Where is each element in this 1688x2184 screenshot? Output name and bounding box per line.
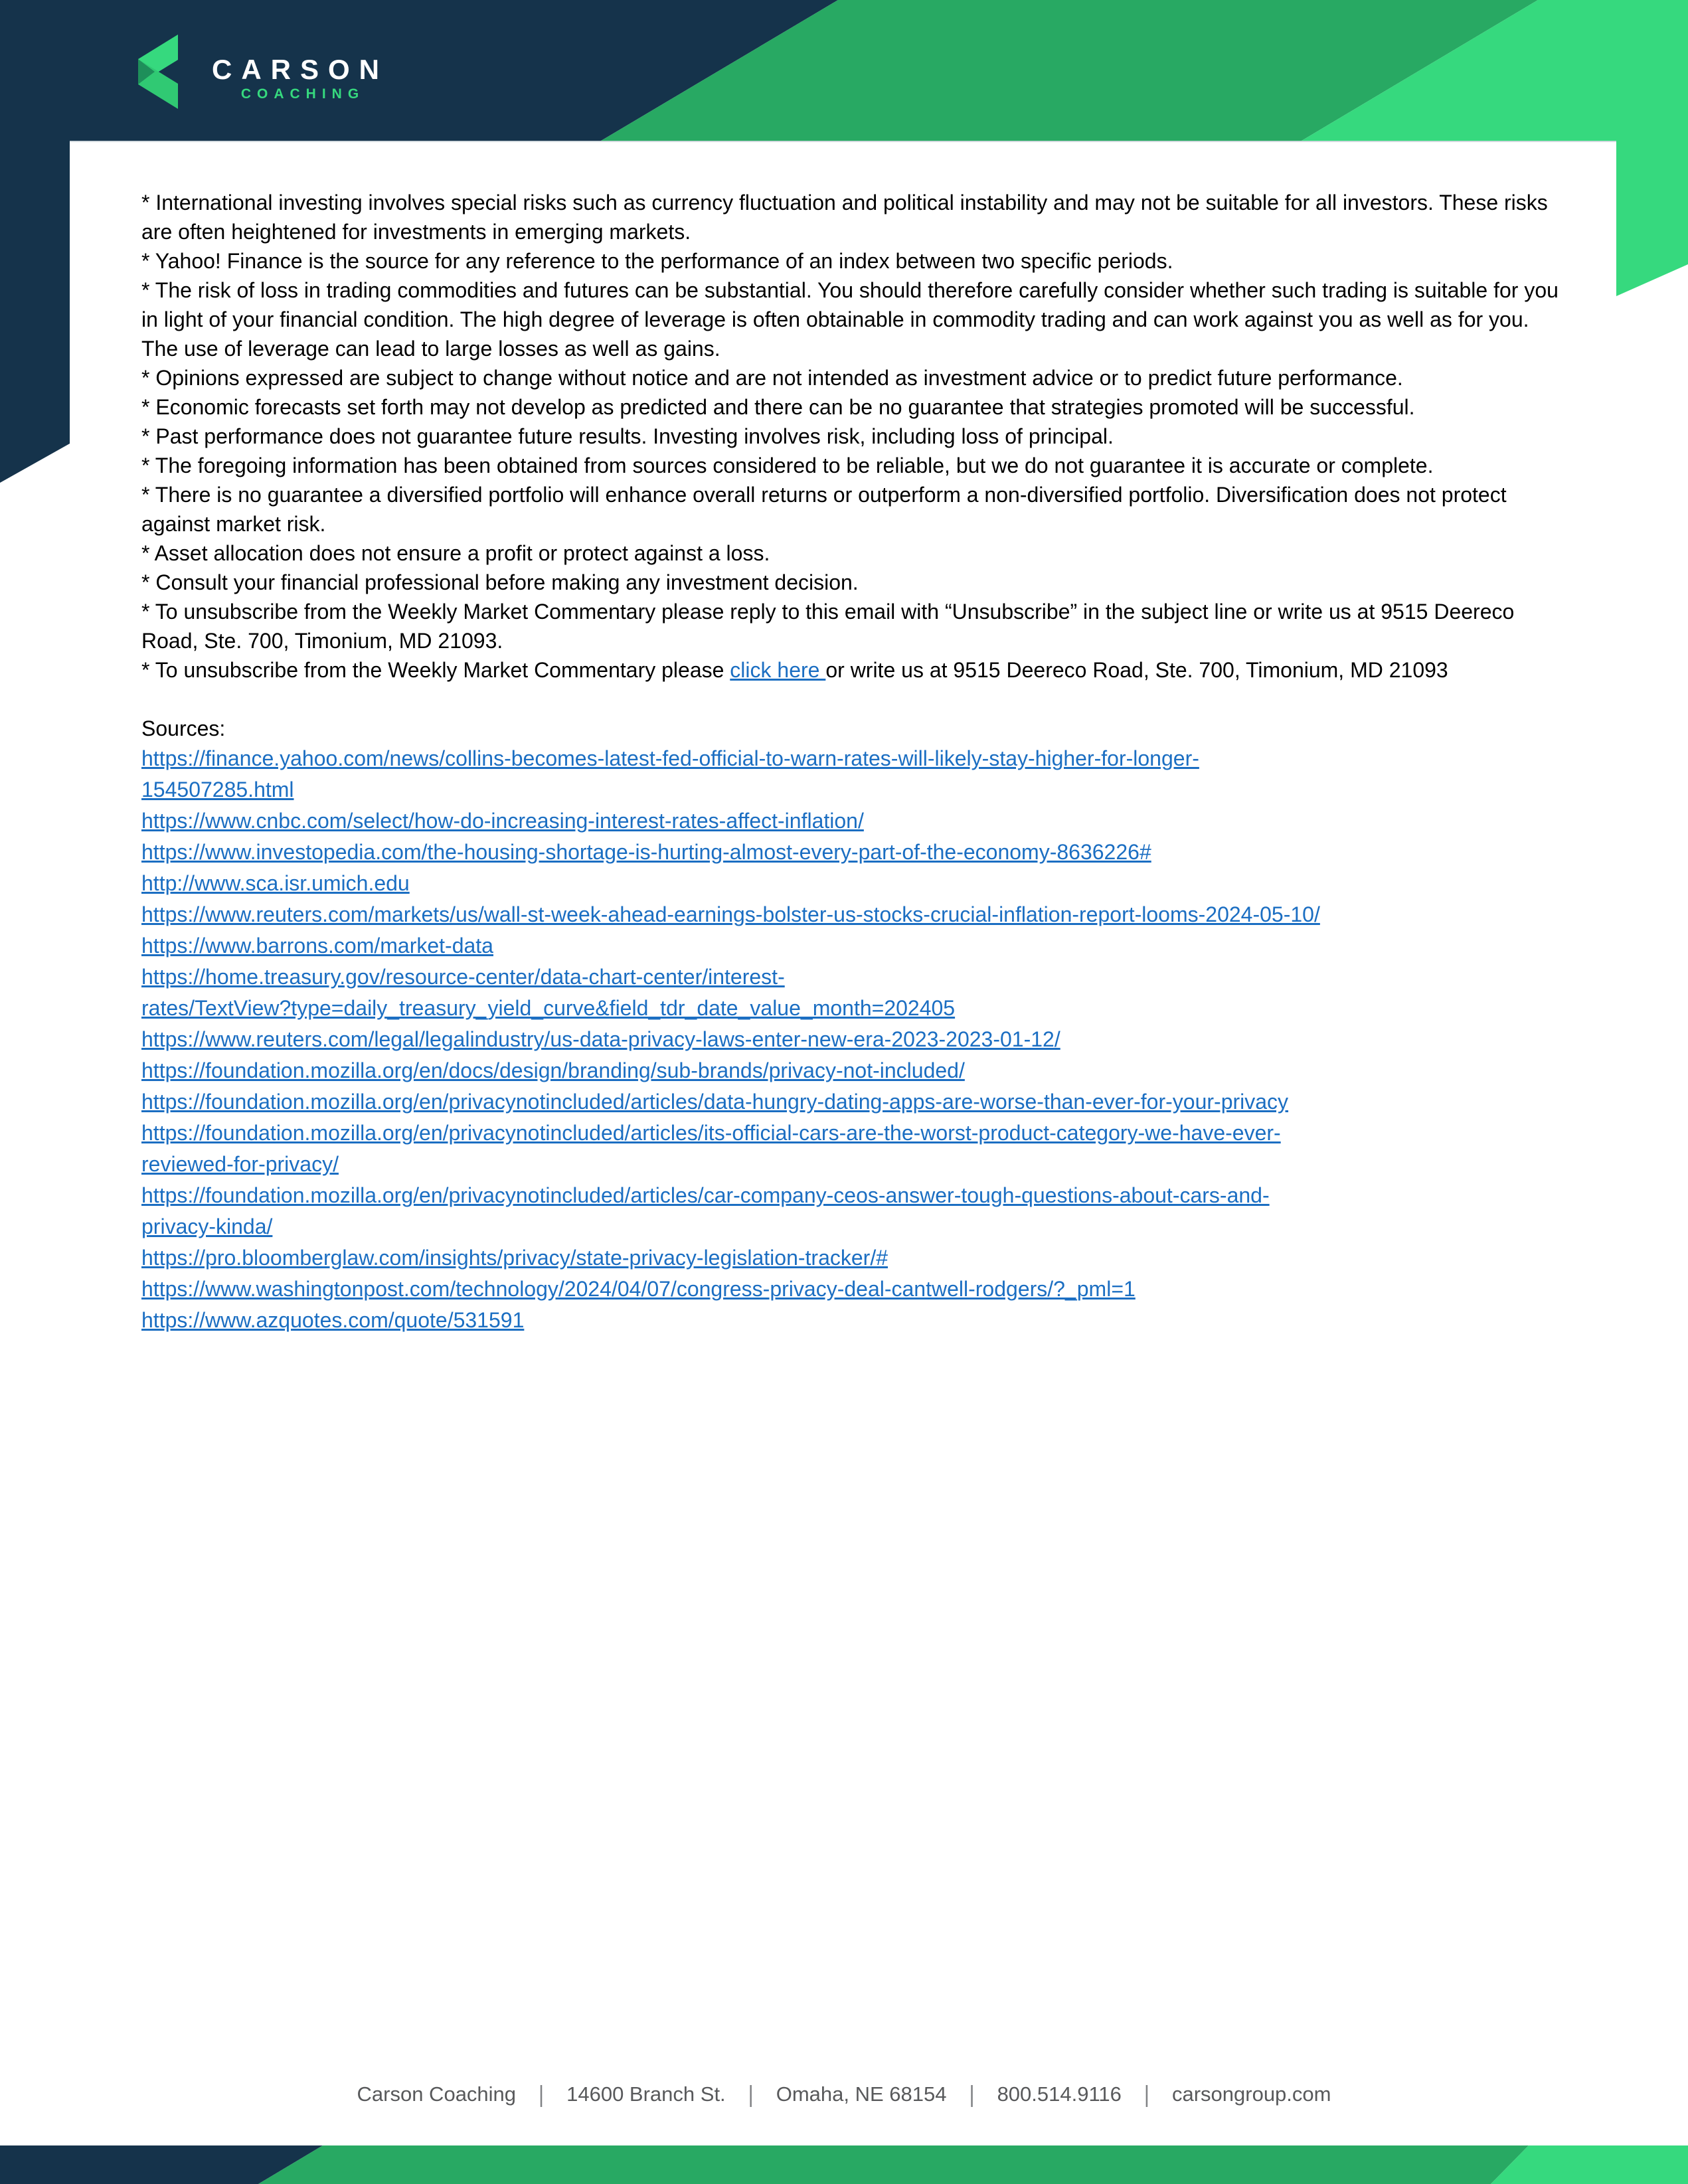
document-body (141, 188, 1559, 1336)
footer-graphic (0, 2145, 1688, 2184)
disclaimer-list (141, 188, 1559, 655)
source-url-link[interactable]: https://pro.bloomberglaw.com/insights/privacy/state-privacy-legislation-tracker/# (141, 1246, 888, 1270)
disclaimer-item-unsubscribe (141, 655, 1559, 685)
unsubscribe-text-pre: * To unsubscribe from the Weekly Market Commentary please (141, 658, 730, 682)
footer-green-dark-shape (258, 2145, 1529, 2184)
footer-item: Carson Coaching (357, 2082, 517, 2106)
disclaimer-item: * The foregoing information has been obtained from sources considered to be reliable, but we do not guarantee it is accurate or complete. (141, 454, 1434, 477)
disclaimer-item: * Consult your financial professional before making any investment decision. (141, 570, 859, 594)
footer-separator: | (748, 2080, 754, 2108)
source-url-link[interactable]: privacy-kinda/ (141, 1215, 273, 1238)
source-url-link[interactable]: https://foundation.mozilla.org/en/privacynotincluded/articles/its-official-cars-are-the-worst-product-category-we-have-ever- (141, 1121, 1281, 1145)
logo-subtext: COACHING (240, 86, 365, 102)
click-here-link[interactable]: click here (730, 658, 826, 682)
source-url-link[interactable]: https://www.reuters.com/markets/us/wall-st-week-ahead-earnings-bolster-us-stocks-crucial-inflation-report-looms-2024-05-10/ (141, 902, 1320, 926)
logo-wordmark: CARSON (211, 54, 389, 85)
footer-separator: | (969, 2080, 975, 2108)
footer-item: 800.514.9116 (997, 2082, 1122, 2106)
source-url-link[interactable]: https://finance.yahoo.com/news/collins-becomes-latest-fed-official-to-warn-rates-will-likely-stay-higher-for-longer- (141, 746, 1199, 770)
footer-item: Omaha, NE 68154 (776, 2082, 947, 2106)
unsubscribe-text-post: or write us at 9515 Deereco Road, Ste. 700, Timonium, MD 21093 (825, 658, 1448, 682)
footer-item: carsongroup.com (1171, 2082, 1331, 2106)
footer-separator: | (1143, 2080, 1149, 2108)
disclaimer-item: * To unsubscribe from the Weekly Market Commentary please reply to this email with “Unsubscribe” in the subject line or write us at 9515 Deereco Road, Ste. 700, Timonium, MD 21093. (141, 600, 1515, 653)
source-url-link[interactable]: http://www.sca.isr.umich.edu (141, 871, 410, 895)
disclaimer-item: * Opinions expressed are subject to change without notice and are not intended as investment advice or to predict future performance. (141, 366, 1403, 390)
source-url-link[interactable]: https://www.barrons.com/market-data (141, 934, 493, 958)
source-url-link[interactable]: https://foundation.mozilla.org/en/privacynotincluded/articles/data-hungry-dating-apps-are-worse-than-ever-for-your-privacy (141, 1090, 1289, 1114)
disclaimer-item: * Yahoo! Finance is the source for any reference to the performance of an index between two specific periods. (141, 249, 1173, 273)
disclaimer-item: * Past performance does not guarantee future results. Investing involves risk, including loss of principal. (141, 424, 1114, 448)
source-url-link[interactable]: https://www.reuters.com/legal/legalindustry/us-data-privacy-laws-enter-new-era-2023-2023-01-12/ (141, 1027, 1060, 1051)
disclaimer-item: * International investing involves special risks such as currency fluctuation and political instability and may not be suitable for all investors. These risks are often heightened for investments in emerging markets. (141, 191, 1548, 244)
source-url-link[interactable]: https://www.cnbc.com/select/how-do-increasing-interest-rates-affect-inflation/ (141, 809, 864, 833)
source-url-link[interactable]: https://foundation.mozilla.org/en/docs/design/branding/sub-brands/privacy-not-included/ (141, 1058, 965, 1082)
source-url-link[interactable]: https://home.treasury.gov/resource-center/data-chart-center/interest- (141, 965, 785, 989)
source-url-link[interactable]: reviewed-for-privacy/ (141, 1152, 339, 1176)
footer-separator: | (539, 2080, 545, 2108)
disclaimer-item: * Economic forecasts set forth may not develop as predicted and there can be no guarantee that strategies promoted will be successful. (141, 395, 1415, 419)
source-url-link[interactable]: rates/TextView?type=daily_treasury_yield_curve&field_tdr_date_value_month=202405 (141, 996, 956, 1020)
disclaimer-item: * Asset allocation does not ensure a profit or protect against a loss. (141, 541, 770, 565)
footer-contact-bar (0, 2080, 1688, 2108)
source-url-link[interactable]: https://www.washingtonpost.com/technology/2024/04/07/congress-privacy-deal-cantwell-rodgers/?_pml=1 (141, 1277, 1136, 1301)
source-url-link[interactable]: https://foundation.mozilla.org/en/privacynotincluded/articles/car-company-ceos-answer-tough-questions-about-cars-and- (141, 1183, 1270, 1207)
sources-heading: Sources: (141, 716, 226, 740)
sources-list (141, 743, 1559, 1336)
source-url-link[interactable]: https://www.investopedia.com/the-housing-shortage-is-hurting-almost-every-part-of-the-economy-8636226# (141, 840, 1151, 864)
disclaimer-item: * There is no guarantee a diversified portfolio will enhance overall returns or outperform a non-diversified portfolio. Diversification does not protect against market risk. (141, 483, 1507, 536)
disclaimer-item: * The risk of loss in trading commodities and futures can be substantial. You should therefore carefully consider whether such trading is suitable for you in light of your financial condition. The high degree of leverage is often obtainable in commodity trading and can work against you as well as for you. The use of leverage can lead to large losses as well as gains. (141, 278, 1559, 361)
source-url-link[interactable]: https://www.azquotes.com/quote/531591 (141, 1308, 525, 1332)
source-url-link[interactable]: 154507285.html (141, 778, 294, 801)
footer-item: 14600 Branch St. (566, 2082, 726, 2106)
